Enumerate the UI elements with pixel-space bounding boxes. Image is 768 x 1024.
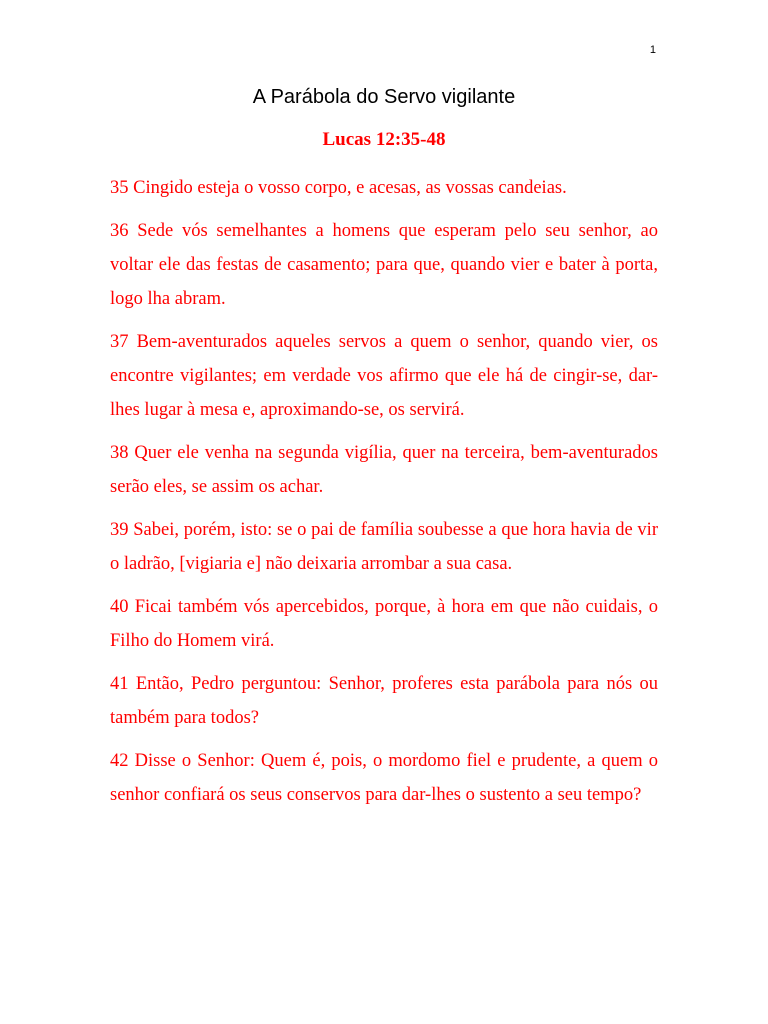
scripture-reference: Lucas 12:35-48 (322, 129, 446, 150)
document-title: A Parábola do Servo vigilante (252, 86, 516, 108)
verse-36: 36 Sede vós semelhantes a homens que esperam pelo seu senhor, ao voltar ele das festas de casamento; para que, quando vier e bater à porta, logo lha abram. (110, 221, 658, 309)
verse-39: 39 Sabei, porém, isto: se o pai de família soubesse a que hora havia de vir o ladrão, [vigiaria e] não deixaria arrombar a sua casa. (110, 520, 658, 574)
verse-35: 35 Cingido esteja o vosso corpo, e acesas, as vossas candeias. (110, 178, 567, 198)
verse-list (110, 171, 658, 821)
verse-41: 41 Então, Pedro perguntou: Senhor, proferes esta parábola para nós ou também para todos? (110, 674, 658, 728)
page-number: 1 (649, 44, 656, 56)
verse-40: 40 Ficai também vós apercebidos, porque, à hora em que não cuidais, o Filho do Homem virá. (110, 597, 658, 651)
verse-42: 42 Disse o Senhor: Quem é, pois, o mordomo fiel e prudente, a quem o senhor confiará os seus conservos para dar-lhes o sustento a seu tempo? (110, 751, 658, 805)
verse-38: 38 Quer ele venha na segunda vigília, quer na terceira, bem-aventurados serão eles, se assim os achar. (110, 443, 658, 497)
verse-37: 37 Bem-aventurados aqueles servos a quem o senhor, quando vier, os encontre vigilantes; em verdade vos afirmo que ele há de cingir-se, dar-lhes lugar à mesa e, aproximando-se, os servirá. (110, 332, 658, 420)
